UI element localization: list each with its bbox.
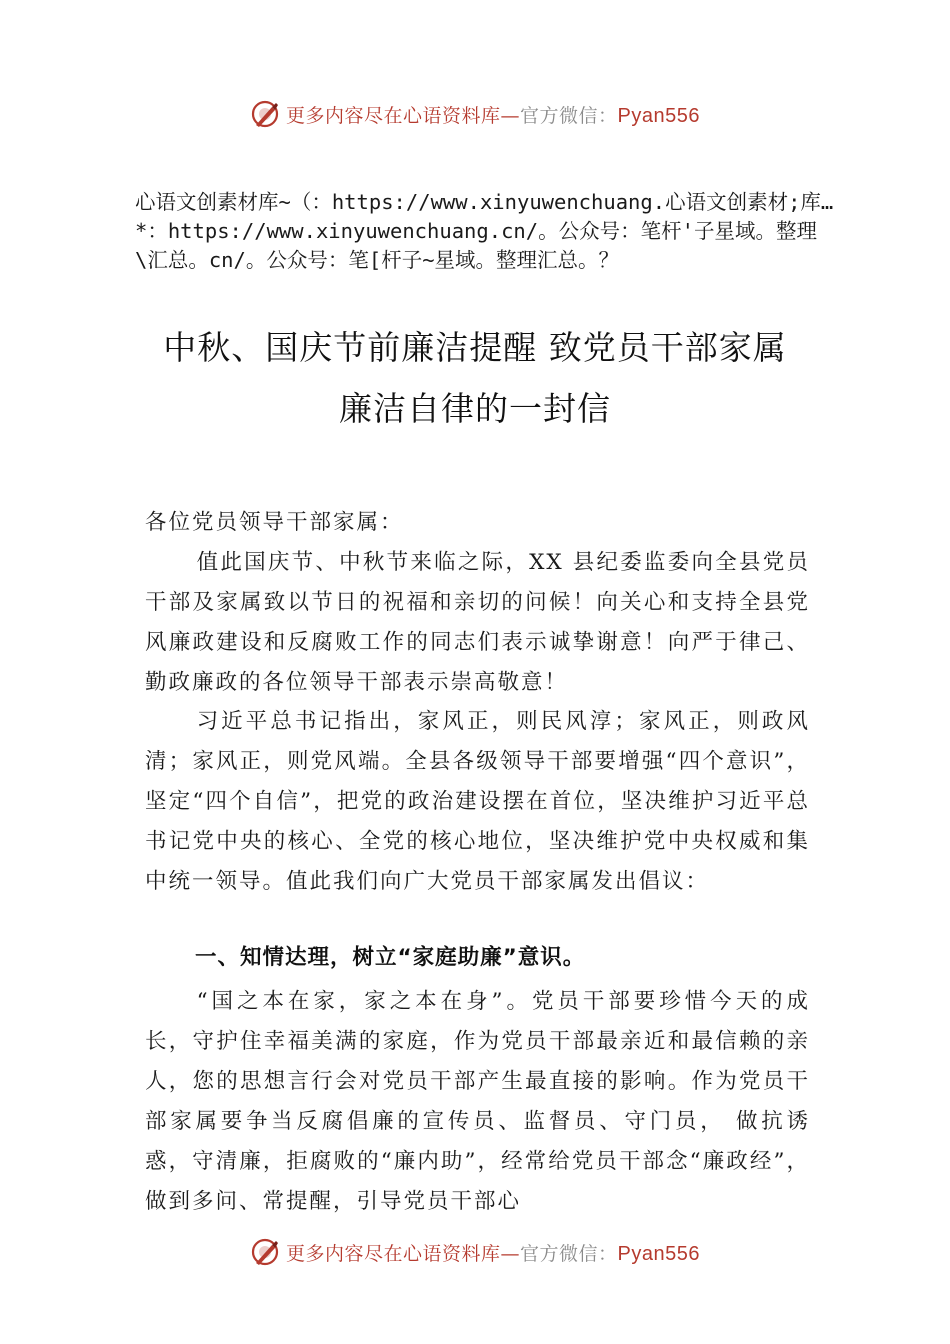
letter-paragraph-1: 值此国庆节、中秋节来临之际，XX 县纪委监委向全县党员干部及家属致以节日的祝福和亲切的问候！向关心和支持全县党风廉政建设和反腐败工作的同志们表示诚挚谢意！向严于律己、勤政廉政的各位领导干部表示崇高敬意！ [145, 550, 810, 695]
banner-wechat-label: 官方微信： [520, 1242, 618, 1265]
banner-dash: — [500, 104, 521, 127]
footer-banner [0, 1232, 950, 1272]
section-heading-1: 一、知情达理，树立“家庭助廉”意识。 [195, 945, 586, 970]
banner-text [286, 101, 700, 128]
banner-site-name: 更多内容尽在心语资料库 [286, 1242, 501, 1265]
page-title-line-2: 廉洁自律的一封信 [339, 389, 611, 428]
letter-paragraph-3: “国之本在家，家之本在身”。党员干部要珍惜今天的成长，守护住幸福美满的家庭，作为党员干部最亲近和最信赖的亲人，您的思想言行会对党员干部产生最直接的影响。作为党员干部家属要争当反腐倡廉的宣传员、监督员、守门员， 做抗诱惑，守清廉，拒腐败的“廉内助”，经常给党员干部念“廉政经”，做到多问、常提醒，引导党员干部心 [145, 989, 810, 1214]
pen-circle-logo-icon [250, 1237, 280, 1267]
banner-wechat-label: 官方微信： [520, 104, 618, 127]
pen-circle-logo-icon [250, 99, 280, 129]
banner-site-name: 更多内容尽在心语资料库 [286, 104, 501, 127]
banner-dash: — [500, 1242, 521, 1265]
letter-salutation: 各位党员领导干部家属： [145, 510, 404, 535]
letter-paragraph-2: 习近平总书记指出，家风正，则民风淳；家风正，则政风清；家风正，则党风端。全县各级领导干部要增强“四个意识”，坚定“四个自信”，把党的政治建设摆在首位，坚决维护习近平总书记党中央的核心、全党的核心地位，坚决维护党中央权威和集中统一领导。值此我们向广大党员干部家属发出倡议： [145, 709, 810, 894]
page-title-line-1: 中秋、国庆节前廉洁提醒 致党员干部家属 [163, 328, 787, 367]
banner-wechat-id: Pyan556 [617, 104, 700, 127]
source-text: 心语文创素材库~（：https://www.xinyuwenchuang.心语文创素材;库…*：https://www.xinyuwenchuang.cn/。公众号：笔杆'子星域。整理\汇总。cn/。公众号：笔[杆子~星域。整理汇总。？ [135, 190, 834, 272]
header-banner [0, 94, 950, 134]
banner-text [286, 1239, 700, 1266]
banner-wechat-id: Pyan556 [617, 1242, 700, 1265]
